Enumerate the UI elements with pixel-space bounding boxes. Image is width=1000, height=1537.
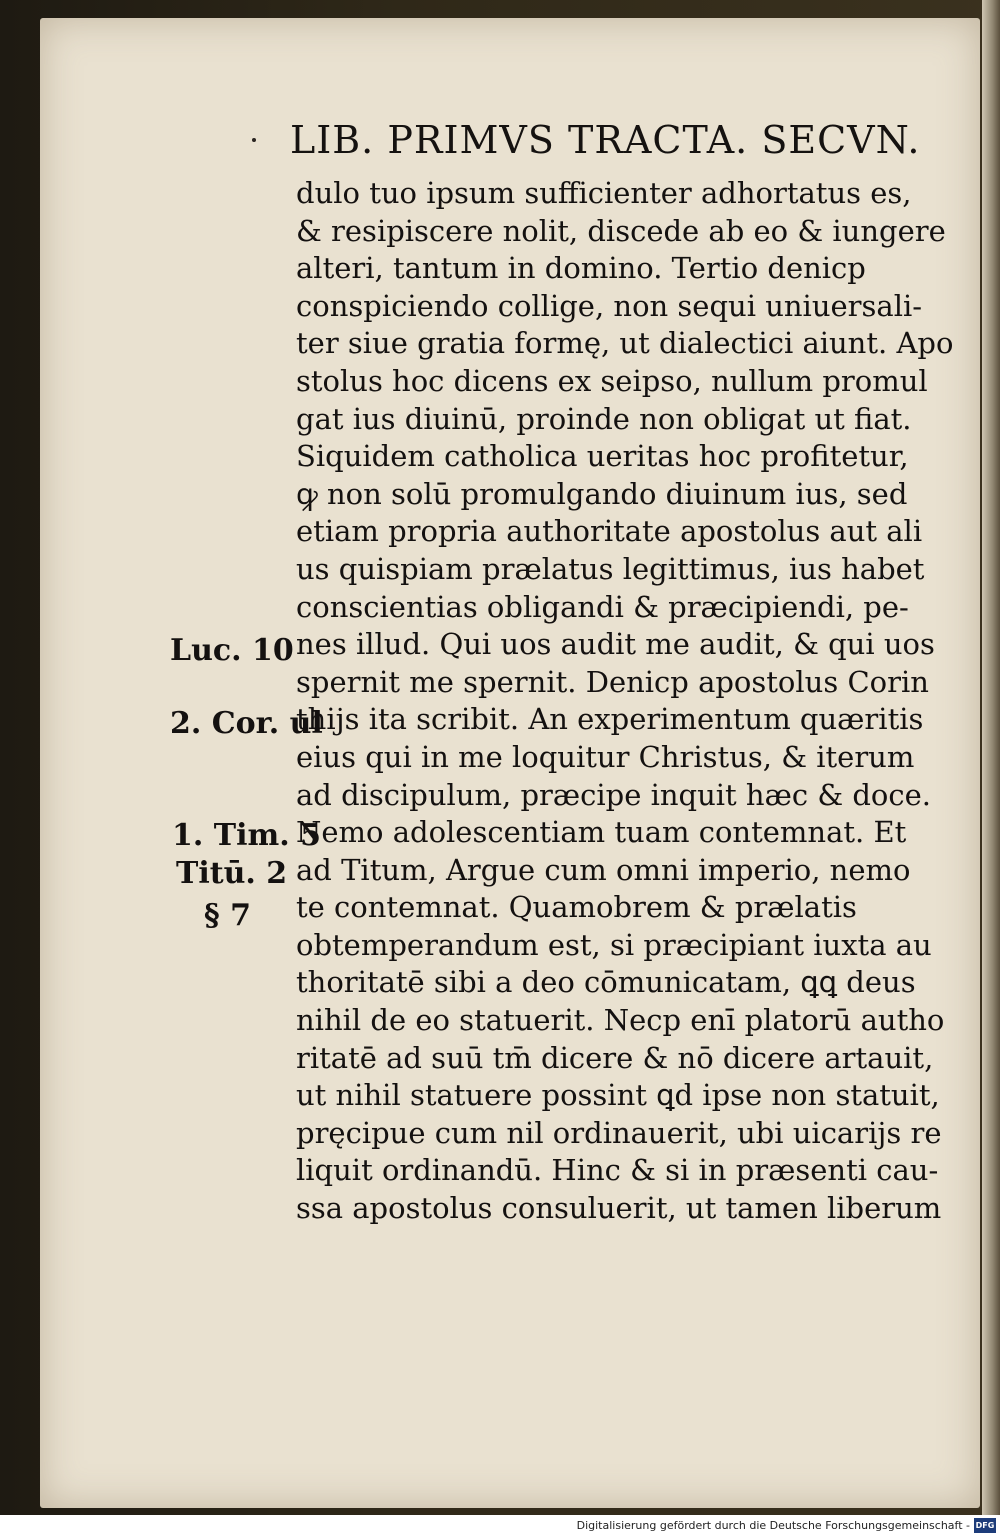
text-line: pręcipue cum nil ordinauerit, ubi uicarijs re	[296, 1115, 942, 1150]
text-line: eius qui in me loquitur Christus, & iterum	[296, 739, 915, 774]
text-line: etiam propria authoritate apostolus aut ali	[296, 514, 923, 549]
header-dot	[252, 138, 256, 142]
text-line: obtemperandum est, si præcipiant iuxta au	[296, 927, 932, 962]
running-head-text: LIB. PRIMVS TRACTA. SECVN.	[290, 118, 921, 162]
text-line: ter siue gratia formę, ut dialectici aiunt. Apo	[296, 326, 954, 361]
text-line: & resipiscere nolit, discede ab eo & iungere	[296, 213, 946, 248]
text-line: liquit ordinandū. Hinc & si in præsenti cau-	[296, 1153, 939, 1188]
text-line: nihil de eo statuerit. Necp enī platorū autho	[296, 1003, 945, 1038]
text-line: ritatē ad suū tm̄ dicere & nō dicere artauit,	[296, 1040, 934, 1075]
margin-note-luc: Luc. 10	[170, 633, 294, 668]
page-body-text	[296, 175, 954, 1228]
text-line: ꝙ non solū promulgando diuinum ius, sed	[296, 476, 908, 511]
book-fore-edge	[982, 0, 1000, 1515]
text-line: Nemo adolescentiam tuam contemnat. Et	[296, 815, 907, 850]
text-line: gat ius diuinū, proinde non obligat ut fiat.	[296, 401, 912, 436]
margin-note-tim: 1. Tim. 5	[172, 818, 321, 853]
footer-bar	[0, 1515, 1000, 1537]
text-line: dulo tuo ipsum sufficienter adhortatus es,	[296, 176, 912, 210]
text-line: ad Titum, Argue cum omni imperio, nemo	[296, 852, 911, 887]
text-line: ut nihil statuere possint ꝗd ipse non statuit,	[296, 1078, 940, 1113]
text-line: alteri, tantum in domino. Tertio denicp	[296, 251, 866, 286]
text-line: thijs ita scribit. An experimentum quæritis	[296, 702, 924, 737]
text-line: stolus hoc dicens ex seipso, nullum promul	[296, 363, 928, 398]
margin-note-tit: Titū. 2	[176, 856, 288, 891]
text-line: nes illud. Qui uos audit me audit, & qui uos	[296, 627, 935, 662]
text-line: ad discipulum, præcipe inquit hæc & doce.	[296, 777, 931, 812]
text-line: us quispiam prælatus legittimus, ius habet	[296, 551, 925, 586]
text-line: te contemnat. Quamobrem & prælatis	[296, 890, 857, 925]
text-line: conscientias obligandi & præcipiendi, pe-	[296, 589, 909, 624]
text-line: thoritatē sibi a deo cōmunicatam, ꝗꝗ deus	[296, 965, 916, 1000]
margin-note-cor: 2. Cor. ul	[170, 706, 323, 741]
text-line: ssa apostolus consuluerit, ut tamen liberum	[296, 1191, 942, 1226]
margin-note-section: § 7	[204, 898, 252, 933]
text-line: spernit me spernit. Denicp apostolus Corin	[296, 664, 929, 699]
text-line: conspiciendo collige, non sequi uniuersali-	[296, 288, 923, 323]
funding-credit: Digitalisierung gefördert durch die Deutsche Forschungsgemeinschaft -	[576, 1519, 970, 1532]
dfg-logo-icon: DFG	[974, 1518, 996, 1533]
running-head	[290, 118, 930, 162]
text-line: Siquidem catholica ueritas hoc profitetur,	[296, 439, 909, 474]
